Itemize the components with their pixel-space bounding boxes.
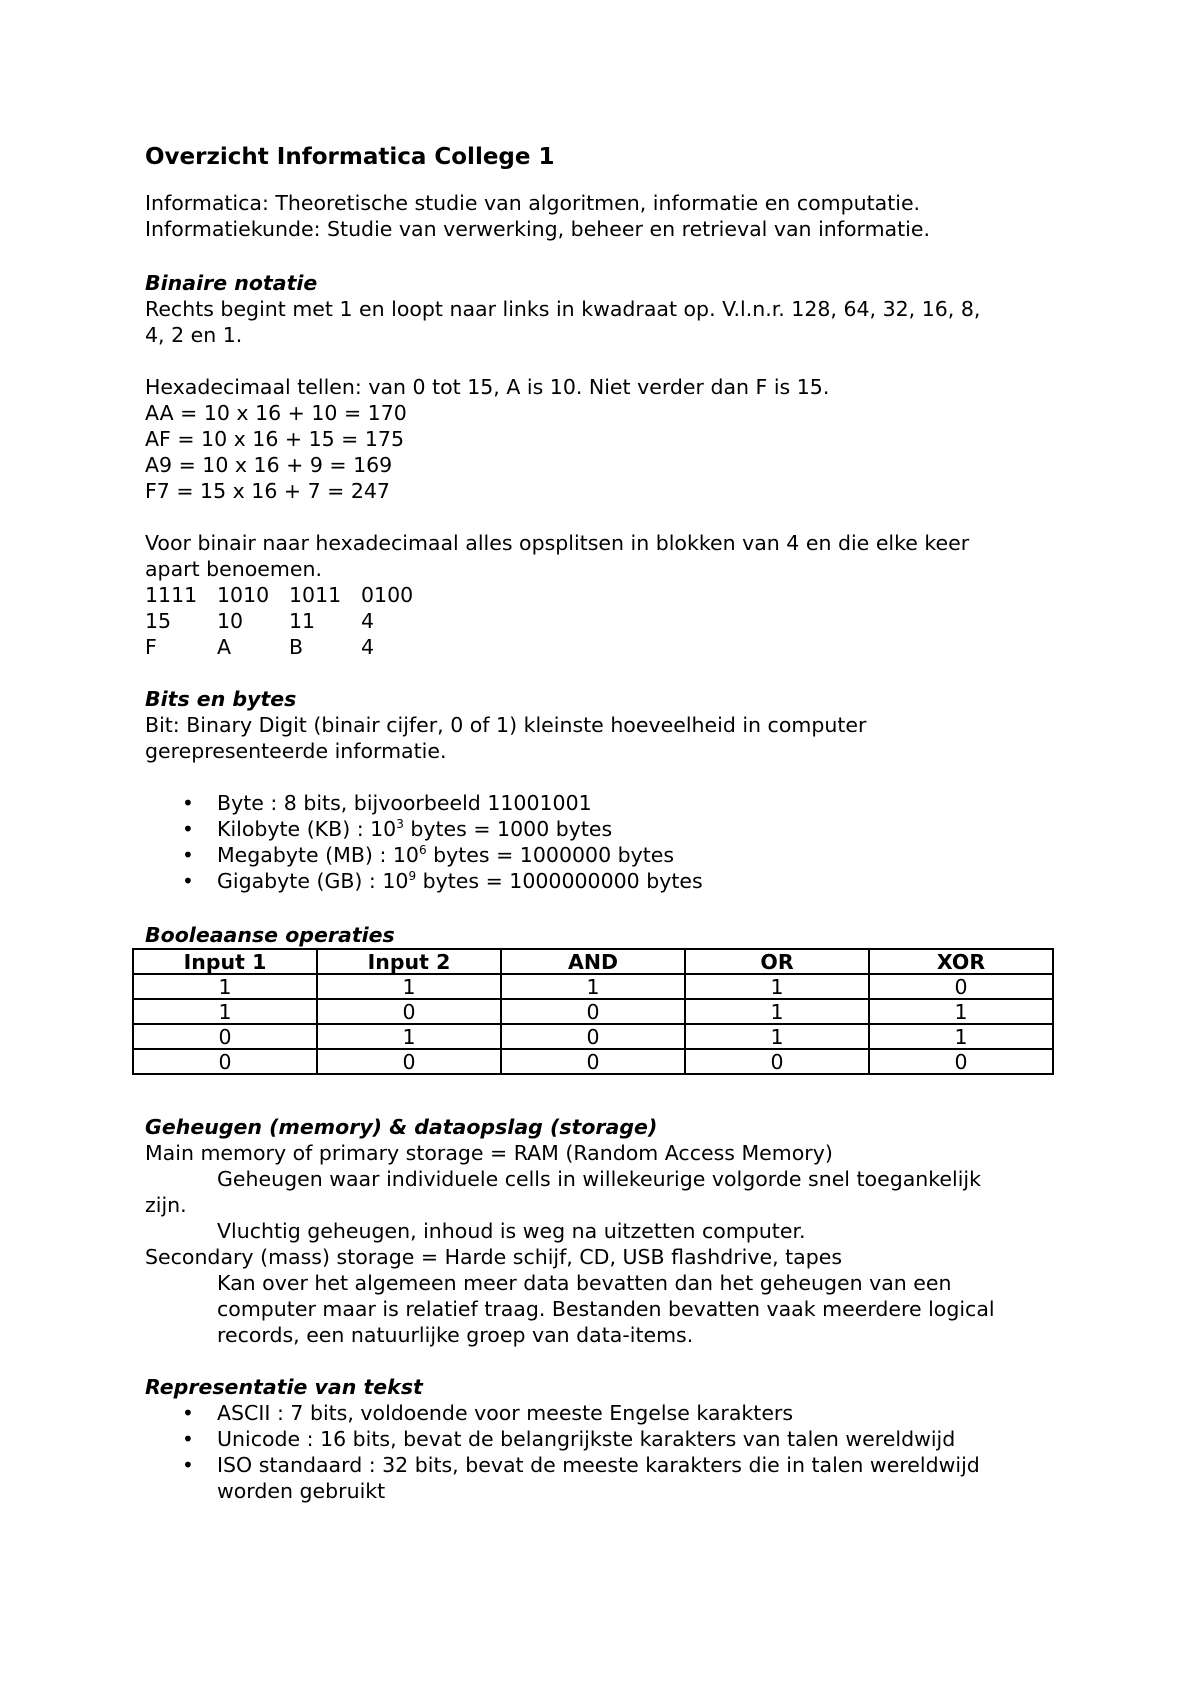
indented-line: computer maar is relatief traag. Bestanden bevatten vaak meerdere logical [217, 1297, 995, 1321]
list-item: Byte : 8 bits, bijvoorbeeld 11001001 [217, 791, 592, 815]
table-cell: 1 [317, 974, 501, 999]
table-cell: 1 [685, 1024, 869, 1049]
table-cell: 0 [501, 999, 685, 1024]
formula-line: AA = 10 x 16 + 10 = 170 [145, 401, 407, 425]
section-heading-bits: Bits en bytes [145, 687, 297, 711]
block-cell: 1111 [145, 583, 198, 607]
table-cell: 1 [869, 1024, 1053, 1049]
intro-line: Informatica: Theoretische studie van algoritmen, informatie en computatie. [145, 191, 921, 215]
block-cell: 1010 [217, 583, 270, 607]
block-cell: F [145, 635, 157, 659]
table-cell: 1 [685, 974, 869, 999]
list-item: Kilobyte (KB) : $10^3$ bytes = 1000 bytes [217, 817, 613, 841]
table-cell: 0 [869, 974, 1053, 999]
table-cell: 1 [501, 974, 685, 999]
table-cell: 0 [133, 1024, 317, 1049]
bullet-icon: • [182, 1453, 194, 1477]
table-row [133, 1024, 1053, 1049]
table-cell: 0 [317, 999, 501, 1024]
indented-line: Geheugen waar individuele cells in willekeurige volgorde snel toegankelijk [217, 1167, 981, 1191]
paragraph-line: gerepresenteerde informatie. [145, 739, 447, 763]
page-title: Overzicht Informatica College 1 [145, 144, 555, 170]
table-cell: 0 [501, 1024, 685, 1049]
formula-line: A9 = 10 x 16 + 9 = 169 [145, 453, 393, 477]
block-cell: 4 [361, 635, 375, 659]
table-header-cell: XOR [869, 949, 1053, 974]
boolean-table [132, 948, 1054, 1075]
table-header-cell: AND [501, 949, 685, 974]
bullet-icon: • [182, 791, 194, 815]
bullet-icon: • [182, 1401, 194, 1425]
block-cell: 11 [289, 609, 316, 633]
paragraph-line: 4, 2 en 1. [145, 323, 243, 347]
block-cell: 1011 [289, 583, 342, 607]
block-cell: 15 [145, 609, 172, 633]
block-cell: B [289, 635, 304, 659]
table-cell: 1 [685, 999, 869, 1024]
table-row [133, 974, 1053, 999]
list-item: ISO standaard : 32 bits, bevat de meeste karakters die in talen wereldwijd [217, 1453, 980, 1477]
paragraph-line: Bit: Binary Digit (binair cijfer, 0 of 1) kleinste hoeveelheid in computer [145, 713, 867, 737]
table-cell: 0 [317, 1049, 501, 1074]
table-cell: 1 [133, 974, 317, 999]
section-heading-boolean: Booleaanse operaties [145, 923, 395, 947]
table-cell: 1 [133, 999, 317, 1024]
formula-line: AF = 10 x 16 + 15 = 175 [145, 427, 404, 451]
bullet-icon: • [182, 1427, 194, 1451]
list-item: Megabyte (MB) : $10^6$ bytes = 1000000 bytes [217, 843, 675, 867]
list-item: Gigabyte (GB) : $10^9$ bytes = 1000000000 bytes [217, 869, 703, 893]
paragraph-line: Rechts begint met 1 en loopt naar links in kwadraat op. V.l.n.r. 128, 64, 32, 16, 8, [145, 297, 981, 321]
indented-line: records, een natuurlijke groep van data-items. [217, 1323, 694, 1347]
table-header-cell: Input 2 [317, 949, 501, 974]
table-cell: 0 [685, 1049, 869, 1074]
table-row [133, 999, 1053, 1024]
table-cell: 1 [869, 999, 1053, 1024]
paragraph-line: Hexadecimaal tellen: van 0 tot 15, A is 10. Niet verder dan F is 15. [145, 375, 830, 399]
intro-line: Informatiekunde: Studie van verwerking, beheer en retrieval van informatie. [145, 217, 930, 241]
paragraph-line: zijn. [145, 1193, 187, 1217]
paragraph-line: Voor binair naar hexadecimaal alles opsplitsen in blokken van 4 en die elke keer [145, 531, 970, 555]
list-item-continuation: worden gebruikt [217, 1479, 386, 1503]
bullet-icon: • [182, 843, 194, 867]
block-cell: A [217, 635, 232, 659]
block-cell: 10 [217, 609, 244, 633]
table-cell: 1 [317, 1024, 501, 1049]
table-row [133, 1049, 1053, 1074]
indented-line: Vluchtig geheugen, inhoud is weg na uitzetten computer. [217, 1219, 806, 1243]
formula-line: F7 = 15 x 16 + 7 = 247 [145, 479, 390, 503]
table-header-cell: Input 1 [133, 949, 317, 974]
paragraph-line: Secondary (mass) storage = Harde schijf, CD, USB flashdrive, tapes [145, 1245, 843, 1269]
indented-line: Kan over het algemeen meer data bevatten dan het geheugen van een [217, 1271, 952, 1295]
table-header-row [133, 949, 1053, 974]
section-heading-tekst: Representatie van tekst [145, 1375, 423, 1399]
bullet-icon: • [182, 869, 194, 893]
paragraph-line: apart benoemen. [145, 557, 322, 581]
block-cell: 4 [361, 609, 375, 633]
list-item: ASCII : 7 bits, voldoende voor meeste Engelse karakters [217, 1401, 794, 1425]
section-heading-binair: Binaire notatie [145, 271, 318, 295]
table-header-cell: OR [685, 949, 869, 974]
block-cell: 0100 [361, 583, 414, 607]
table-cell: 0 [501, 1049, 685, 1074]
table-cell: 0 [869, 1049, 1053, 1074]
table-cell: 0 [133, 1049, 317, 1074]
paragraph-line: Main memory of primary storage = RAM (Random Access Memory) [145, 1141, 833, 1165]
bullet-icon: • [182, 817, 194, 841]
section-heading-geheugen: Geheugen (memory) & dataopslag (storage) [145, 1115, 658, 1139]
list-item: Unicode : 16 bits, bevat de belangrijkste karakters van talen wereldwijd [217, 1427, 956, 1451]
